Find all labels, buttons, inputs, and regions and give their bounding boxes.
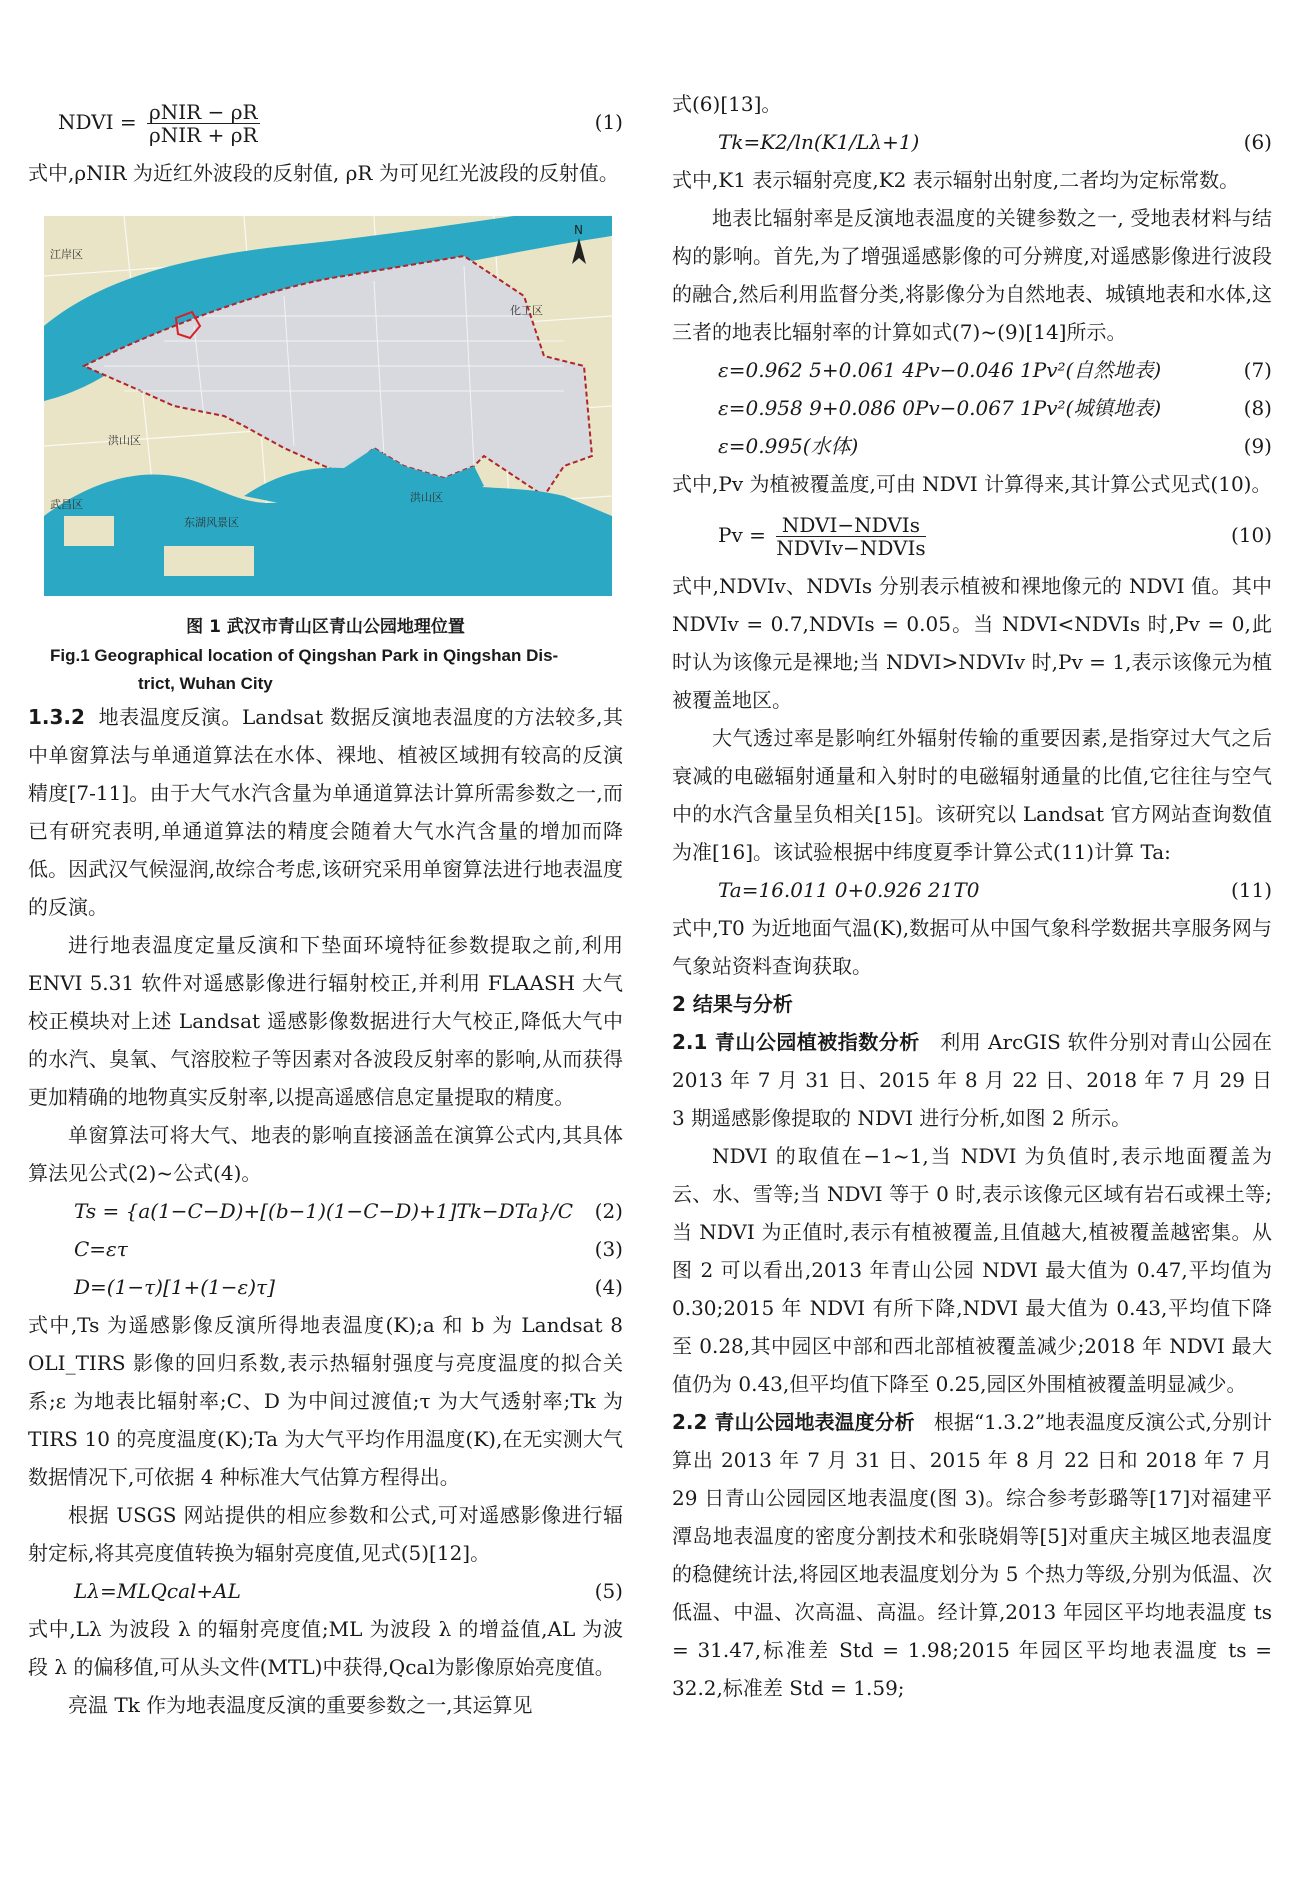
paragraph-radiance: 式中,Lλ 为波段 λ 的辐射亮度值;ML 为波段 λ 的增益值,AL 为波段 λ 的偏移值,可从头文件(MTL)中获得,Qcal为影像原始亮度值。 [28, 1617, 623, 1679]
eq9-text: ε=0.995(水体) [718, 434, 859, 458]
paragraph-ndvi-results: NDVI 的取值在−1~1,当 NDVI 为负值时,表示地面覆盖为云、水、雪等;当 NDVI 等于 0 时,表示该像元区域有岩石或裸土等;当 NDVI 为正值时,表示有植被覆盖,且值越大,植被覆盖越密集。从图 2 可以看出,2013 年青山公园 NDVI 最大值为 0.47,平均值为 0.30;2015 年 NDVI 有所下降,NDVI 最大值为 0.43,平均值下降至 0.28,其中园区中部和西北部植被覆盖减少;2018 年 NDVI 最大值仍为 0.43,但平均值下降至 0.25,园区外围植被覆盖明显减少。 [672, 1144, 1272, 1396]
paragraph-single-window: 单窗算法可将大气、地表的影响直接涵盖在演算公式内,其具体算法见公式(2)~公式(4)。 [28, 1123, 623, 1185]
eq10-lhs: Pv = [718, 523, 766, 547]
map-label-donghu: 东湖风景区 [184, 516, 239, 529]
eq3-number: (3) [594, 1237, 623, 1261]
paragraph-eq6-ref: 式(6)[13]。 [672, 92, 782, 116]
eq10-numerator: NDVI−NDVIs [776, 514, 925, 537]
eq1-fraction [147, 101, 260, 146]
eq5-number: (5) [594, 1579, 623, 1603]
eq2-text: Ts = {a(1−C−D)+[(b−1)(1−C−D)+1]Tk−DTa}/C [74, 1199, 574, 1223]
eq11-text: Ta=16.011 0+0.926 21T0 [718, 878, 980, 902]
figure-1-map [44, 216, 612, 596]
section-2-2-text: 根据“1.3.2”地表温度反演公式,分别计算出 2013 年 7 月 31 日、2015 年 8 月 22 日和 2018 年 7 月 29 日青山公园园区地表温度(图 3)。综合参考彭璐等[17]对福建平潭岛地表温度的密度分割技术和张晓娟等[5]对重庆主城区地表温度的稳健统计法,将园区地表温度划分为 5 个热力等级,分别为低温、次低温、中温、次高温、高温。经计算,2013 年园区平均地表温度 ts = 31.47,标准差 Std = 1.98;2015 年园区平均地表温度 ts = 32.2,标准差 Std = 1.59; [672, 1410, 1272, 1700]
eq1-number: (1) [594, 110, 623, 134]
eq11-number: (11) [1230, 878, 1272, 902]
figure-1-caption-en-line2: trict, Wuhan City [138, 674, 273, 693]
section-2-2 [672, 1403, 1272, 1707]
map-label-huagong: 化工区 [510, 304, 543, 317]
paragraph-brightness-temp: 亮温 Tk 作为地表温度反演的重要参数之一,其运算见 [68, 1693, 533, 1717]
svg-text:N: N [574, 223, 583, 237]
eq1-denominator: ρNIR + ρR [149, 123, 258, 147]
equation-7 [672, 351, 1272, 389]
eq6-number: (6) [1243, 130, 1272, 154]
figure-1-caption-cn: 图 1 武汉市青山区青山公园地理位置 [186, 617, 465, 637]
paragraph-variables: 式中,Ts 为遥感影像反演所得地表温度(K);a 和 b 为 Landsat 8 OLI_TIRS 影像的回归系数,表示热辐射强度与亮度温度的拟合关系;ε 为地表比辐射率;C、D 为中间过渡值;τ 为大气透射率;Tk 为 TIRS 10 的亮度温度(K);Ta 为大气平均作用温度(K),在无实测大气数据情况下,可依据 4 种标准大气估算方程得出。 [28, 1313, 623, 1489]
eq3-text: C=ετ [74, 1237, 128, 1261]
equation-5 [28, 1572, 623, 1610]
map-label-wuchang: 武昌区 [50, 498, 83, 511]
paragraph-t0: 式中,T0 为近地面气温(K),数据可从中国气象科学数据共享服务网与气象站资料查询获取。 [672, 916, 1272, 978]
eq10-number: (10) [1230, 523, 1272, 547]
section-2-1-title: 2.1 青山公园植被指数分析 [672, 1030, 920, 1054]
equation-3 [28, 1230, 623, 1268]
equation-9 [672, 427, 1272, 465]
paragraph-emissivity: 地表比辐射率是反演地表温度的关键参数之一, 受地表材料与结构的影响。首先,为了增强遥感影像的可分辨度,对遥感影像进行波段的融合,然后利用监督分类,将影像分为自然地表、城镇地表和水体,这三者的地表比辐射率的计算如式(7)~(9)[14]所示。 [672, 206, 1272, 344]
section-2-1-text: 利用 ArcGIS 软件分别对青山公园在 2013 年 7 月 31 日、2015 年 8 月 22 日、2018 年 7 月 29 日 3 期遥感影像提取的 NDVI 进行分析,如图 2 所示。 [672, 1030, 1272, 1130]
eq6-text: Tk=K2/ln(K1/Lλ+1) [718, 130, 920, 154]
paragraph-usgs: 根据 USGS 网站提供的相应参数和公式,可对遥感影像进行辐射定标,将其亮度值转换为辐射亮度值,见式(5)[12]。 [28, 1503, 623, 1565]
section-2-1 [672, 1023, 1272, 1137]
eq9-number: (9) [1243, 434, 1272, 458]
section-1-3-2 [28, 698, 623, 926]
equation-8 [672, 389, 1272, 427]
map-label-hongshan-east: 洪山区 [410, 491, 443, 504]
eq1-lhs: NDVI = [58, 110, 137, 134]
section-1-3-2-text: 地表温度反演。Landsat 数据反演地表温度的方法较多,其中单窗算法与单通道算法在水体、裸地、植被区域拥有较高的反演精度[7-11]。由于大气水汽含量为单通道算法计算所需参数之一,而已有研究表明,单通道算法的精度会随着大气水汽含量的增加而降低。因武汉气候湿润,故综合考虑,该研究采用单窗算法进行地表温度的反演。 [28, 705, 624, 919]
equation-11 [672, 871, 1272, 909]
equation-4 [28, 1268, 623, 1306]
eq4-text: D=(1−τ)[1+(1−ε)τ] [74, 1275, 275, 1299]
section-1-3-2-number: 1.3.2 [28, 705, 85, 729]
equation-1 [28, 90, 623, 154]
section-2-heading: 2 结果与分析 [672, 992, 793, 1016]
eq4-number: (4) [594, 1275, 623, 1299]
section-2-2-title: 2.2 青山公园地表温度分析 [672, 1410, 915, 1434]
map-label-jiangan: 江岸区 [50, 248, 83, 261]
paragraph-ndvi-thresholds: 式中,NDVIv、NDVIs 分别表示植被和裸地像元的 NDVI 值。其中 NDVIv = 0.7,NDVIs = 0.05。当 NDVI<NDVIs 时,Pv = 0,此时认为该像元是裸地;当 NDVI>NDVIv 时,Pv = 1,表示该像元为植被覆盖地区。 [672, 574, 1272, 712]
eq10-denominator: NDVIv−NDVIs [776, 536, 926, 560]
equation-2 [28, 1192, 623, 1230]
left-column [28, 90, 623, 1724]
eq7-text: ε=0.962 5+0.061 4Pv−0.046 1Pv²(自然地表) [718, 358, 1162, 382]
eq5-text: Lλ=MLQcal+AL [74, 1579, 241, 1603]
equation-10 [672, 503, 1272, 567]
eq8-text: ε=0.958 9+0.086 0Pv−0.067 1Pv²(城镇地表) [718, 396, 1162, 420]
eq8-number: (8) [1243, 396, 1272, 420]
paragraph-pv: 式中,Pv 为植被覆盖度,可由 NDVI 计算得来,其计算公式见式(10)。 [672, 472, 1272, 496]
right-column [672, 85, 1272, 1707]
eq2-number: (2) [594, 1199, 623, 1223]
map-image [44, 216, 612, 596]
figure-1-caption-en-line1: Fig.1 Geographical location of Qingshan Park in Qingshan Dis- [50, 646, 559, 665]
eq10-fraction [776, 514, 925, 559]
equation-6 [672, 123, 1272, 161]
map-label-hongshan-west: 洪山区 [108, 434, 141, 447]
paragraph-transmittance: 大气透过率是影响红外辐射传输的重要因素,是指穿过大气之后衰减的电磁辐射通量和入射时的电磁辐射通量的比值,它往往与空气中的水汽含量呈负相关[15]。该研究以 Landsat 官方网站查询数值为准[16]。该试验根据中纬度夏季计算公式(11)计算 Ta: [672, 726, 1272, 864]
eq7-number: (7) [1243, 358, 1272, 382]
paragraph-preprocessing: 进行地表温度定量反演和下垫面环境特征参数提取之前,利用 ENVI 5.31 软件对遥感影像进行辐射校正,并利用 FLAASH 大气校正模块对上述 Landsat 遥感影像数据进行大气校正,降低大气中的水汽、臭氧、气溶胶粒子等因素对各波段反射率的影响,从而获得更加精确的地物真实反射率,以提高遥感信息定量提取的精度。 [28, 933, 623, 1109]
paragraph-k-constants: 式中,K1 表示辐射亮度,K2 表示辐射出射度,二者均为定标常数。 [672, 168, 1240, 192]
eq1-explanation: 式中,ρNIR 为近红外波段的反射值, ρR 为可见红光波段的反射值。 [28, 161, 619, 185]
eq1-numerator: ρNIR − ρR [149, 100, 258, 124]
